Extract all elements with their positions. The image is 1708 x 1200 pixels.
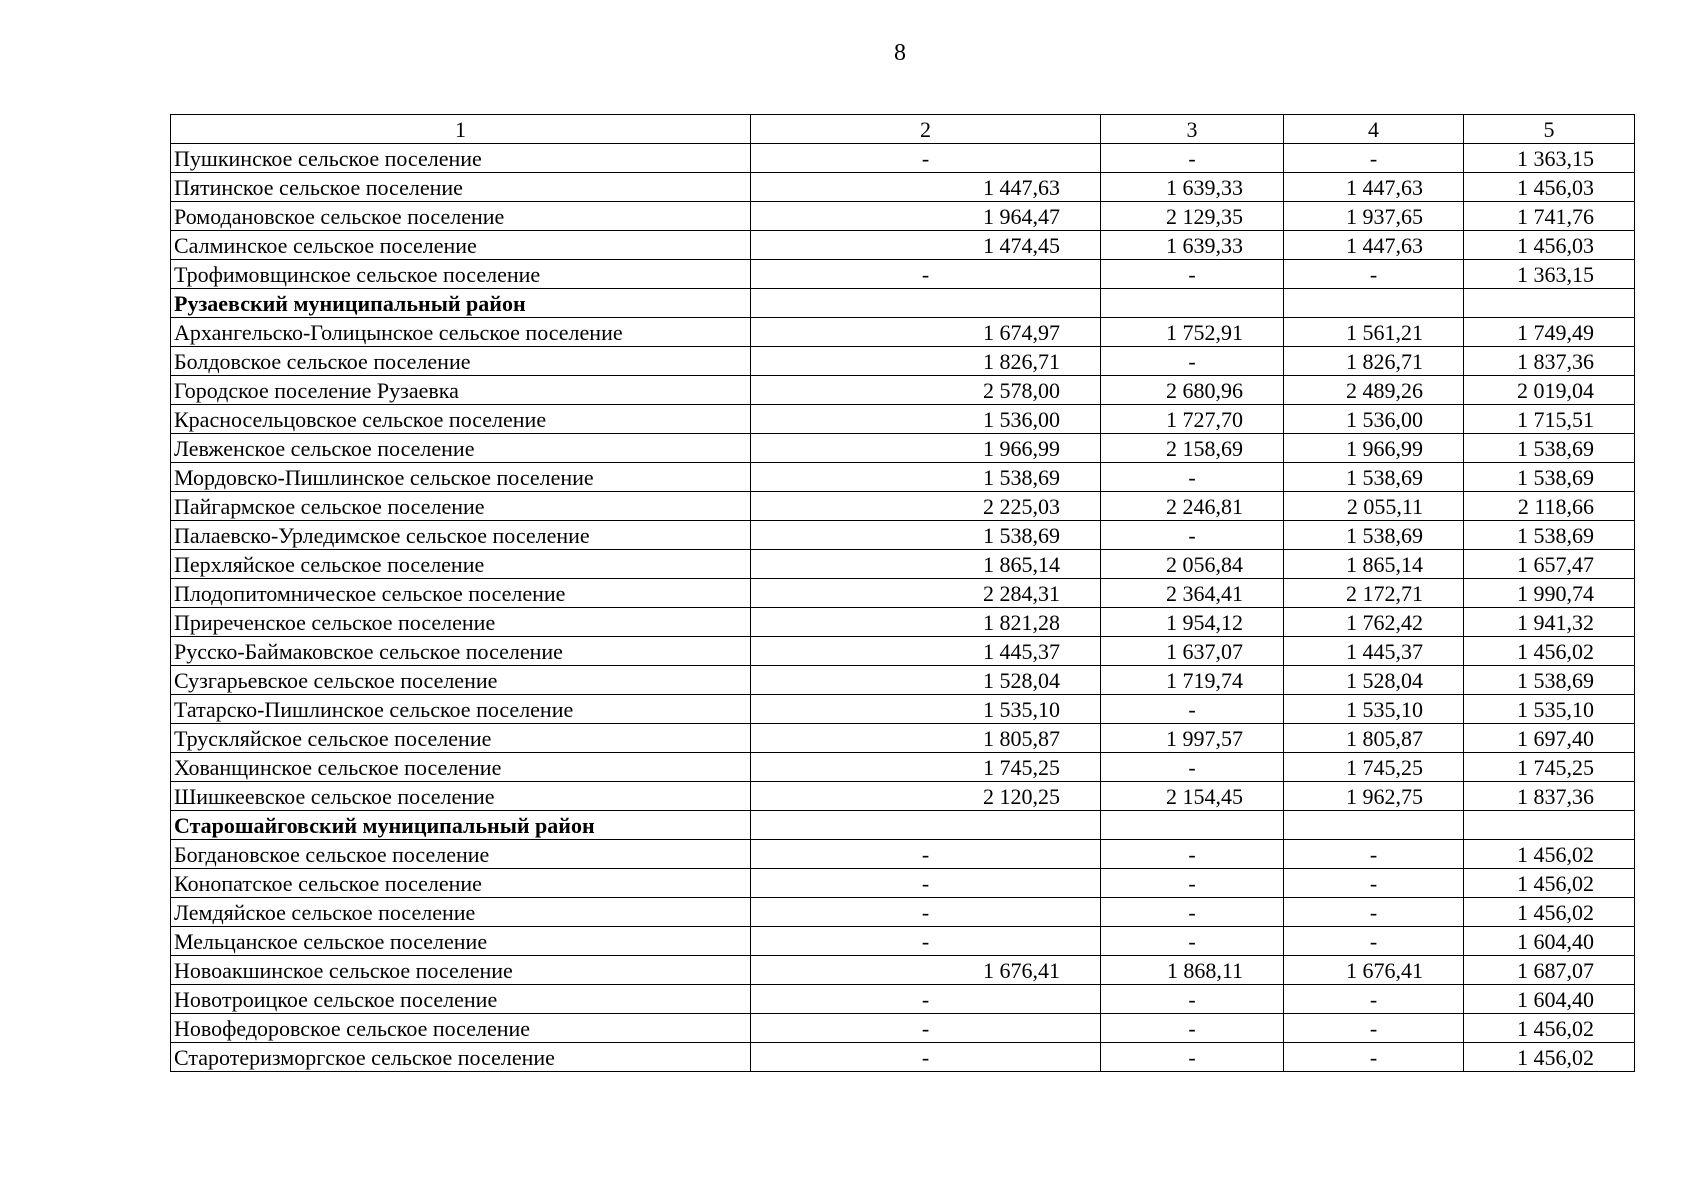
column-header-1: 1 [171,115,751,144]
value-col-2: 1 964,47 [751,202,1101,231]
settlement-name: Пушкинское сельское поселение [171,144,751,173]
settlement-name: Новотроицкое сельское поселение [171,985,751,1014]
value-col-4: - [1284,1043,1464,1072]
value-col-2: 1 865,14 [751,550,1101,579]
column-header-3: 3 [1101,115,1284,144]
value-col-3: 1 954,12 [1101,608,1284,637]
table-row [171,695,1635,724]
value-col-3: - [1101,898,1284,927]
value-col-3: - [1101,260,1284,289]
value-col-4: - [1284,927,1464,956]
value-col-5: 1 363,15 [1464,144,1635,173]
settlement-name: Мельцанское сельское поселение [171,927,751,956]
value-col-2: 1 538,69 [751,463,1101,492]
settlement-name: Трофимовщинское сельское поселение [171,260,751,289]
value-col-5: 1 535,10 [1464,695,1635,724]
settlement-name: Левженское сельское поселение [171,434,751,463]
section-header-row [171,811,1635,840]
value-col-5: 1 456,02 [1464,840,1635,869]
value-col-3: - [1101,753,1284,782]
page-number: 8 [894,40,906,66]
value-col-5 [1464,811,1635,840]
value-col-3: 1 997,57 [1101,724,1284,753]
value-col-2: 1 676,41 [751,956,1101,985]
value-col-2: 2 284,31 [751,579,1101,608]
value-col-3: 2 364,41 [1101,579,1284,608]
value-col-4: 1 447,63 [1284,231,1464,260]
value-col-2: 1 535,10 [751,695,1101,724]
value-col-3: 2 129,35 [1101,202,1284,231]
value-col-4: 1 535,10 [1284,695,1464,724]
settlement-name: Пятинское сельское поселение [171,173,751,202]
value-col-4: 1 447,63 [1284,173,1464,202]
district-name: Старошайговский муниципальный район [171,811,751,840]
value-col-2: 1 445,37 [751,637,1101,666]
value-col-4: 1 538,69 [1284,521,1464,550]
value-col-2: 2 578,00 [751,376,1101,405]
table-row [171,231,1635,260]
value-col-5: 1 456,02 [1464,898,1635,927]
value-col-4: 1 865,14 [1284,550,1464,579]
table-row [171,173,1635,202]
value-col-5: 1 456,02 [1464,1043,1635,1072]
value-col-3: 2 680,96 [1101,376,1284,405]
table-row [171,144,1635,173]
value-col-2: 1 966,99 [751,434,1101,463]
value-col-3: - [1101,1014,1284,1043]
value-col-2: - [751,927,1101,956]
settlement-name: Палаевско-Урледимское сельское поселение [171,521,751,550]
value-col-3: 2 154,45 [1101,782,1284,811]
value-col-5: 1 604,40 [1464,927,1635,956]
value-col-3: - [1101,144,1284,173]
value-col-4: 1 676,41 [1284,956,1464,985]
value-col-4: 1 538,69 [1284,463,1464,492]
value-col-4: 1 745,25 [1284,753,1464,782]
table-row [171,956,1635,985]
settlement-name: Трускляйское сельское поселение [171,724,751,753]
settlement-name: Салминское сельское поселение [171,231,751,260]
settlement-name: Архангельско-Голицынское сельское поселение [171,318,751,347]
value-col-2: 1 474,45 [751,231,1101,260]
table-header-row [171,115,1635,144]
value-col-5: 1 456,03 [1464,231,1635,260]
value-col-5: 2 019,04 [1464,376,1635,405]
settlement-name: Мордовско-Пишлинское сельское поселение [171,463,751,492]
value-col-3: 1 639,33 [1101,173,1284,202]
settlement-name: Сузгарьевское сельское поселение [171,666,751,695]
value-col-4: 2 172,71 [1284,579,1464,608]
value-col-5: 1 837,36 [1464,347,1635,376]
value-col-3: 1 719,74 [1101,666,1284,695]
value-col-2: 1 821,28 [751,608,1101,637]
value-col-5: 1 538,69 [1464,521,1635,550]
value-col-5: 1 538,69 [1464,463,1635,492]
table-row [171,608,1635,637]
table-row [171,840,1635,869]
value-col-5: 1 538,69 [1464,434,1635,463]
settlement-name: Приреченское сельское поселение [171,608,751,637]
value-col-3: 1 637,07 [1101,637,1284,666]
settlement-name: Русско-Баймаковское сельское поселение [171,637,751,666]
settlement-name: Ромодановское сельское поселение [171,202,751,231]
table-row [171,666,1635,695]
value-col-4: - [1284,898,1464,927]
value-col-4: 1 536,00 [1284,405,1464,434]
value-col-2: 1 745,25 [751,753,1101,782]
value-col-4: 1 561,21 [1284,318,1464,347]
value-col-5 [1464,289,1635,318]
settlement-name: Новофедоровское сельское поселение [171,1014,751,1043]
value-col-2: 2 225,03 [751,492,1101,521]
value-col-2: - [751,869,1101,898]
value-col-5: 1 697,40 [1464,724,1635,753]
settlement-name: Перхляйское сельское поселение [171,550,751,579]
value-col-5: 1 837,36 [1464,782,1635,811]
value-col-4: - [1284,985,1464,1014]
value-col-3: 1 868,11 [1101,956,1284,985]
value-col-4: - [1284,840,1464,869]
value-col-5: 1 456,02 [1464,869,1635,898]
value-col-3: - [1101,1043,1284,1072]
table-row [171,521,1635,550]
settlement-name: Шишкеевское сельское поселение [171,782,751,811]
value-col-2: - [751,1014,1101,1043]
value-col-3: - [1101,695,1284,724]
table-row [171,985,1635,1014]
value-col-2: 1 805,87 [751,724,1101,753]
value-col-5: 1 657,47 [1464,550,1635,579]
table-row [171,869,1635,898]
value-col-3: - [1101,927,1284,956]
tariff-table [170,114,1635,1072]
value-col-4: 1 445,37 [1284,637,1464,666]
value-col-2: - [751,985,1101,1014]
value-col-5: 1 941,32 [1464,608,1635,637]
value-col-4: - [1284,1014,1464,1043]
value-col-4: - [1284,260,1464,289]
value-col-5: 1 538,69 [1464,666,1635,695]
table-row [171,492,1635,521]
value-col-4 [1284,289,1464,318]
value-col-2: 2 120,25 [751,782,1101,811]
value-col-4: 2 055,11 [1284,492,1464,521]
settlement-name: Лемдяйское сельское поселение [171,898,751,927]
table-row [171,405,1635,434]
column-header-2: 2 [751,115,1101,144]
value-col-2: - [751,260,1101,289]
value-col-3: - [1101,869,1284,898]
table-row [171,724,1635,753]
value-col-2 [751,289,1101,318]
value-col-5: 2 118,66 [1464,492,1635,521]
value-col-2: 1 674,97 [751,318,1101,347]
table-body [171,115,1635,1072]
value-col-5: 1 604,40 [1464,985,1635,1014]
table-row [171,1014,1635,1043]
value-col-5: 1 715,51 [1464,405,1635,434]
value-col-4: - [1284,144,1464,173]
table-row [171,260,1635,289]
value-col-3: 1 752,91 [1101,318,1284,347]
value-col-3 [1101,289,1284,318]
value-col-3: - [1101,347,1284,376]
value-col-2: - [751,840,1101,869]
value-col-2: - [751,144,1101,173]
value-col-4: 1 966,99 [1284,434,1464,463]
value-col-3 [1101,811,1284,840]
value-col-5: 1 749,49 [1464,318,1635,347]
value-col-5: 1 456,03 [1464,173,1635,202]
value-col-3: 2 246,81 [1101,492,1284,521]
settlement-name: Хованщинское сельское поселение [171,753,751,782]
value-col-5: 1 363,15 [1464,260,1635,289]
table-row [171,753,1635,782]
table-row [171,927,1635,956]
value-col-4: - [1284,869,1464,898]
table-row [171,202,1635,231]
settlement-name: Конопатское сельское поселение [171,869,751,898]
district-name: Рузаевский муниципальный район [171,289,751,318]
value-col-3: - [1101,521,1284,550]
value-col-2: 1 826,71 [751,347,1101,376]
value-col-5: 1 456,02 [1464,637,1635,666]
value-col-4: 1 528,04 [1284,666,1464,695]
settlement-name: Красносельцовское сельское поселение [171,405,751,434]
settlement-name: Старотеризморгское сельское поселение [171,1043,751,1072]
table-row [171,579,1635,608]
table-row [171,318,1635,347]
value-col-4: 1 962,75 [1284,782,1464,811]
value-col-2: - [751,1043,1101,1072]
settlement-name: Плодопитомническое сельское поселение [171,579,751,608]
value-col-2: 1 536,00 [751,405,1101,434]
value-col-3: - [1101,985,1284,1014]
value-col-2: 1 447,63 [751,173,1101,202]
settlement-name: Пайгармское сельское поселение [171,492,751,521]
value-col-5: 1 456,02 [1464,1014,1635,1043]
settlement-name: Новоакшинское сельское поселение [171,956,751,985]
value-col-5: 1 745,25 [1464,753,1635,782]
value-col-3: 2 056,84 [1101,550,1284,579]
value-col-3: - [1101,840,1284,869]
value-col-5: 1 741,76 [1464,202,1635,231]
column-header-5: 5 [1464,115,1635,144]
value-col-4: 2 489,26 [1284,376,1464,405]
value-col-5: 1 687,07 [1464,956,1635,985]
value-col-5: 1 990,74 [1464,579,1635,608]
settlement-name: Городское поселение Рузаевка [171,376,751,405]
value-col-3: 1 639,33 [1101,231,1284,260]
value-col-4: 1 826,71 [1284,347,1464,376]
table-row [171,347,1635,376]
value-col-4: 1 805,87 [1284,724,1464,753]
value-col-3: 2 158,69 [1101,434,1284,463]
section-header-row [171,289,1635,318]
table-row [171,782,1635,811]
value-col-2: - [751,898,1101,927]
table-row [171,1043,1635,1072]
value-col-4: 1 762,42 [1284,608,1464,637]
value-col-3: - [1101,463,1284,492]
column-header-4: 4 [1284,115,1464,144]
settlement-name: Богдановское сельское поселение [171,840,751,869]
settlement-name: Татарско-Пишлинское сельское поселение [171,695,751,724]
table-row [171,637,1635,666]
value-col-2: 1 528,04 [751,666,1101,695]
table-row [171,376,1635,405]
table-row [171,463,1635,492]
value-col-4: 1 937,65 [1284,202,1464,231]
table-row [171,550,1635,579]
settlement-name: Болдовское сельское поселение [171,347,751,376]
value-col-4 [1284,811,1464,840]
value-col-2 [751,811,1101,840]
table-row [171,434,1635,463]
value-col-2: 1 538,69 [751,521,1101,550]
table-row [171,898,1635,927]
value-col-3: 1 727,70 [1101,405,1284,434]
